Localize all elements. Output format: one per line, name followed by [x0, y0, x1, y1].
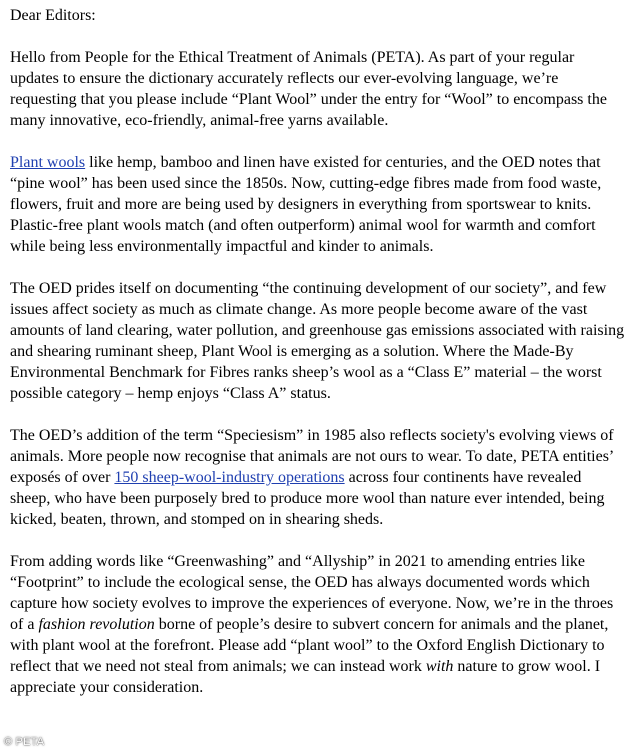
- salutation: Dear Editors:: [10, 7, 96, 24]
- letter-body: [10, 5, 625, 719]
- photo-credit: © PETA: [4, 736, 45, 748]
- paragraph-2: [10, 152, 625, 257]
- sheep-wool-operations-link[interactable]: 150 sheep-wool-industry operations: [114, 469, 345, 486]
- paragraph-1: Hello from People for the Ethical Treatment of Animals (PETA). As part of your regular updates to ensure the dictionary accurately reflects our ever-evolving language, we’re requesting that you please include “Plant Wool” under the entry for “Wool” to encompass the many innovative, eco-friendly, animal-free yarns available.: [10, 49, 607, 129]
- paragraph-5-emphasis-1: fashion revolution: [38, 616, 155, 633]
- paragraph-5-part1: From adding words like “Greenwashing” and “Allyship” in 2021 to amending entries like “Footprint” to include the ecological sense, the OED has always documented words which capture how society evolves to improve the experiences of everyone. Now, we’re in the throes of a: [10, 553, 614, 633]
- paragraph-2-text: like hemp, bamboo and linen have existed for centuries, and the OED notes that “pine wool” has been used since the 1850s. Now, cutting-edge fibres made from food waste, flowers, fruit and more are being used by designers in everything from sportswear to knits. Plastic-free plant wools match (and often outperform) animal wool for warmth and comfort while being less environmentally impactful and kinder to animals.: [10, 154, 602, 255]
- paragraph-4: [10, 425, 625, 530]
- paragraph-4-after: across four continents have revealed sheep, who have been purposely bred to produce more wool than nature ever intended, being kicked, beaten, thrown, and stomped on in shearing sheds.: [10, 469, 605, 528]
- paragraph-5-part3: nature to grow wool. I appreciate your consideration.: [10, 658, 601, 696]
- paragraph-5: [10, 551, 625, 698]
- plant-wools-link[interactable]: Plant wools: [10, 154, 86, 171]
- paragraph-4-before: The OED’s addition of the term “Speciesism” in 1985 also reflects society's evolving views of animals. More people now recognise that animals are not ours to wear. To date, PETA entities’ exposés of over: [10, 427, 614, 486]
- paragraph-5-emphasis-2: with: [425, 658, 454, 675]
- paragraph-3: The OED prides itself on documenting “the continuing development of our society”, and few issues affect society as much as climate change. As more people become aware of the vast amounts of land clearing, water pollution, and greenhouse gas emissions associated with raising and shearing ruminant sheep, Plant Wool is emerging as a solution. Where the Made-By Environmental Benchmark for Fibres ranks sheep’s wool as a “Class E” material – the worst possible category – hemp enjoys “Class A” status.: [10, 280, 625, 402]
- paragraph-5-part2: borne of people’s desire to subvert concern for animals and the planet, with plant wool at the forefront. Please add “plant wool” to the Oxford English Dictionary to reflect that we need not steal from animals; we can instead work: [10, 616, 609, 675]
